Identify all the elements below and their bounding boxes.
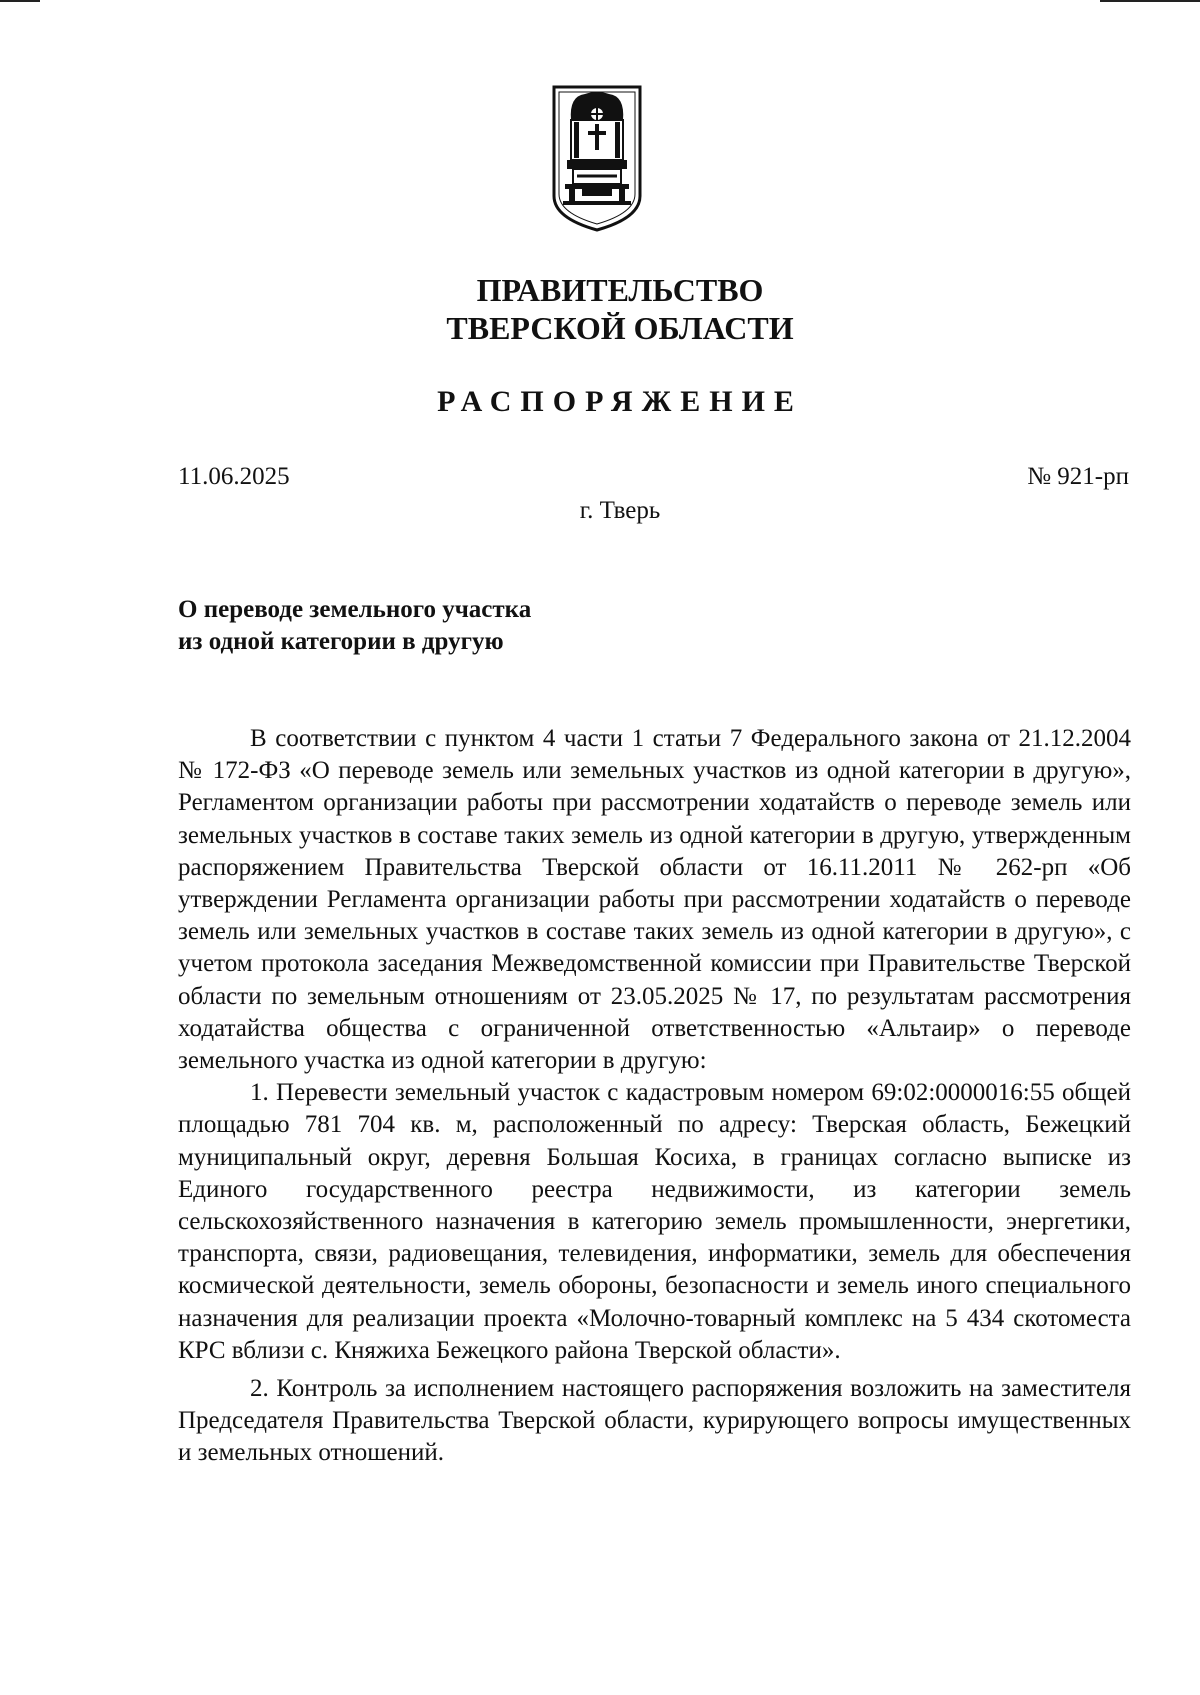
coat-of-arms-icon [551, 84, 643, 236]
document-city: г. Тверь [579, 497, 661, 524]
organization-name-line-2: ТВЕРСКОЙ ОБЛАСТИ [446, 310, 794, 346]
document-body [178, 723, 1131, 1470]
document-type: РАСПОРЯЖЕНИЕ [437, 385, 803, 418]
subject-line-2: из одной категории в другую [178, 628, 504, 655]
body-item-1: 1. Перевести земельный участок с кадастровым номером 69:02:0000016:55 общей площадью 781 704 кв. м, расположенный по адресу: Тверская область, Бежецкий муниципальный округ, деревня Большая Косиха, в границах согласно выписке из Единого государственного реестра недвижимости, из категории земель сельскохозяйственного назначения в категорию земель промышленности, энергетики, транспорта, связи, радиовещания, телевидения, информатики, земель для обеспечения космической деятельности, земель обороны, безопасности и земель иного специального назначения для реализации проекта «Молочно-товарный комплекс на 5 434 скотоместа КРС вблизи с. Княжиха Бежецкого района Тверской области». [178, 1079, 1131, 1364]
body-preamble: В соответствии с пунктом 4 части 1 статьи 7 Федерального закона от 21.12.2004 № 172-ФЗ «О переводе земель или земельных участков из одной категории в другую», Регламентом организации работы при рассмотрении ходатайств о переводе земель или земельных участков в составе таких земель из одной категории в другую, утвержденным распоряжением Правительства Тверской области от 16.11.2011 № 262-рп «Об утверждении Регламента организации работы при рассмотрении ходатайств о переводе земель или земельных участков в составе таких земель из одной категории в другую», с учетом протокола заседания Межведомственной комиссии при Правительстве Тверской области по земельным отношениям от 23.05.2025 № 17, по результатам рассмотрения ходатайства общества с ограниченной ответственностью «Альтаир» о переводе земельного участка из одной категории в другую: [178, 725, 1131, 1075]
document-date: 11.06.2025 [178, 463, 290, 490]
scan-edge-mark [1100, 0, 1200, 2]
document-subject [178, 594, 531, 658]
body-item-2: 2. Контроль за исполнением настоящего распоряжения возложить на заместителя Председателя Правительства Тверской области, курирующего вопросы имущественных и земельных отношений. [178, 1375, 1131, 1467]
scan-edge-mark [0, 0, 40, 2]
subject-line-1: О переводе земельного участка [178, 596, 532, 623]
organization-name-line-1: ПРАВИТЕЛЬСТВО [476, 272, 764, 308]
document-number: № 921-рп [1027, 463, 1129, 490]
